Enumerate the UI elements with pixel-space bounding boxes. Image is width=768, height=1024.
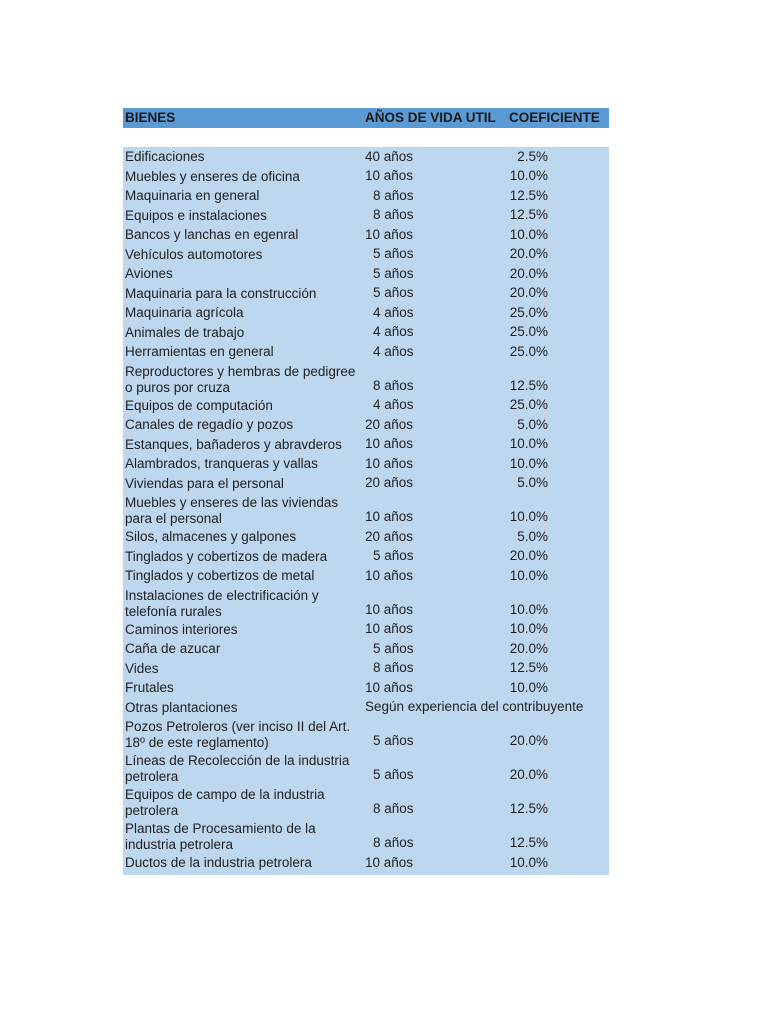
item-name: Tinglados y cobertizos de metal [125,568,315,583]
table-row [123,415,609,435]
item-coeficiente: 12.5% [509,207,548,222]
item-years: 5 años [373,767,414,782]
table-row [123,186,609,206]
item-years: 10 años [365,226,414,242]
item-name: Muebles y enseres de las viviendas para el personal [125,495,339,526]
item-years: 40 años [365,148,414,164]
table-row [123,167,609,187]
item-years: 10 años [365,621,414,636]
table-row [123,566,609,586]
item-years: 5 años [373,246,414,261]
item-years: 10 años [365,854,414,870]
item-coeficiente: 25.0% [509,324,548,339]
table-row [123,586,609,620]
table-row [123,147,609,167]
item-name: Ductos de la industria petrolera [125,855,312,870]
table-row [123,342,609,362]
item-years: 5 años [373,733,414,748]
item-years: 20 años [365,416,414,432]
item-coeficiente: 10.0% [509,601,548,617]
table-row [123,323,609,343]
item-coeficiente: 25.0% [509,304,548,320]
item-coeficiente: 12.5% [509,801,548,816]
item-years: 10 años [365,436,414,451]
item-coeficiente: 20.0% [509,733,548,748]
table-row [123,206,609,226]
table-row [123,717,609,751]
item-name: Maquinaria agrícola [125,305,244,320]
table-row [123,853,609,873]
table-row [123,698,609,718]
item-coeficiente: 20.0% [509,265,548,281]
item-years: 8 años [373,187,414,203]
item-years: 8 años [373,801,414,816]
item-years: 8 años [373,207,414,222]
item-coeficiente: 10.0% [509,168,548,183]
table-row [123,245,609,265]
table-row [123,659,609,679]
item-name: Tinglados y cobertizos de madera [125,548,328,564]
item-name: Vehículos automotores [125,246,263,262]
item-name: Muebles y enseres de oficina [125,168,300,184]
table-row [123,454,609,474]
item-years: 10 años [365,679,414,695]
item-name: Plantas de Procesamiento de la industria petrolera [125,821,316,852]
table-header [123,108,609,128]
item-name: Equipos e instalaciones [125,207,267,223]
item-coeficiente: 20.0% [509,548,548,563]
item-name: Edificaciones [125,149,205,164]
table-row [123,225,609,245]
item-coeficiente: 12.5% [509,187,548,203]
table-row [123,678,609,698]
item-coeficiente: 5.0% [517,528,548,544]
item-years: 10 años [365,509,414,524]
item-name: Maquinaria para la construcción [125,285,317,301]
item-years: 8 años [373,377,414,393]
item-name: Alambrados, tranqueras y vallas [125,456,318,471]
item-coeficiente: 10.0% [509,854,548,870]
item-coeficiente: 25.0% [509,397,548,412]
item-coeficiente: 10.0% [509,567,548,583]
table-row [123,284,609,304]
item-name: Canales de regadío y pozos [125,417,294,432]
item-name: Caña de azucar [125,641,221,656]
item-years: 5 años [373,640,414,656]
item-note: Según experiencia del contribuyente [365,699,584,714]
item-years: 10 años [365,455,414,471]
header-bienes: BIENES [125,110,176,125]
item-years: 10 años [365,601,414,617]
item-coeficiente: 12.5% [509,377,548,393]
item-coeficiente: 20.0% [509,285,548,300]
item-years: 5 años [373,548,414,563]
item-years: 20 años [365,528,414,544]
item-years: 10 años [365,567,414,583]
item-coeficiente: 12.5% [509,835,548,850]
item-coeficiente: 5.0% [517,475,548,490]
table-row [123,639,609,659]
item-years: 4 años [373,397,414,412]
item-name: Bancos y lanchas en egenral [125,227,299,242]
item-name: Silos, almacenes y galpones [125,529,297,544]
item-name: Otras plantaciones [125,699,238,715]
item-years: 4 años [373,343,414,359]
item-years: 10 años [365,168,414,183]
item-name: Animales de trabajo [125,324,245,340]
item-name: Estanques, bañaderos y abravderos [125,436,342,452]
item-coeficiente: 10.0% [509,509,548,524]
item-name: Equipos de campo de la industria petrolera [125,787,325,818]
item-coeficiente: 10.0% [509,455,548,471]
item-coeficiente: 25.0% [509,343,548,359]
item-coeficiente: 2.5% [517,148,548,164]
item-coeficiente: 10.0% [509,226,548,242]
item-coeficiente: 12.5% [509,660,548,675]
table-row [123,303,609,323]
item-name: Frutales [125,680,174,695]
table-row [123,474,609,494]
table-row [123,493,609,527]
item-years: 5 años [373,265,414,281]
item-name: Equipos de computación [125,397,273,413]
item-years: 20 años [365,475,414,490]
table-row [123,264,609,284]
header-coeficiente: COEFICIENTE [509,110,600,125]
item-name: Vides [125,660,159,676]
item-name: Pozos Petroleros (ver inciso II del Art. 18º de este reglamento) [125,719,351,750]
item-name: Reproductores y hembras de pedigree o puros por cruza [125,363,356,395]
table-row [123,362,609,396]
header-anos-vida-util: AÑOS DE VIDA UTIL [365,110,496,125]
item-years: 8 años [373,660,414,675]
item-years: 4 años [373,304,414,320]
item-name: Aviones [125,266,173,281]
item-coeficiente: 10.0% [509,679,548,695]
depreciation-table [123,108,609,875]
table-body [123,147,609,875]
item-coeficiente: 20.0% [509,246,548,261]
item-coeficiente: 10.0% [509,621,548,636]
item-name: Viviendas para el personal [125,475,284,491]
table-row [123,435,609,455]
table-row [123,547,609,567]
item-name: Maquinaria en general [125,188,260,203]
item-coeficiente: 5.0% [517,416,548,432]
table-row [123,785,609,819]
table-row [123,751,609,785]
item-name: Instalaciones de electrificación y telefonía rurales [125,587,319,619]
item-name: Caminos interiores [125,621,238,637]
table-row [123,396,609,416]
item-coeficiente: 20.0% [509,767,548,782]
item-coeficiente: 20.0% [509,640,548,656]
item-name: Herramientas en general [125,344,274,359]
item-years: 5 años [373,285,414,300]
table-row [123,527,609,547]
item-years: 8 años [373,835,414,850]
item-years: 4 años [373,324,414,339]
table-row [123,819,609,853]
spacer-row [123,128,609,147]
item-name: Líneas de Recolección de la industria petrolera [125,753,350,784]
item-coeficiente: 10.0% [509,436,548,451]
table-row [123,620,609,640]
